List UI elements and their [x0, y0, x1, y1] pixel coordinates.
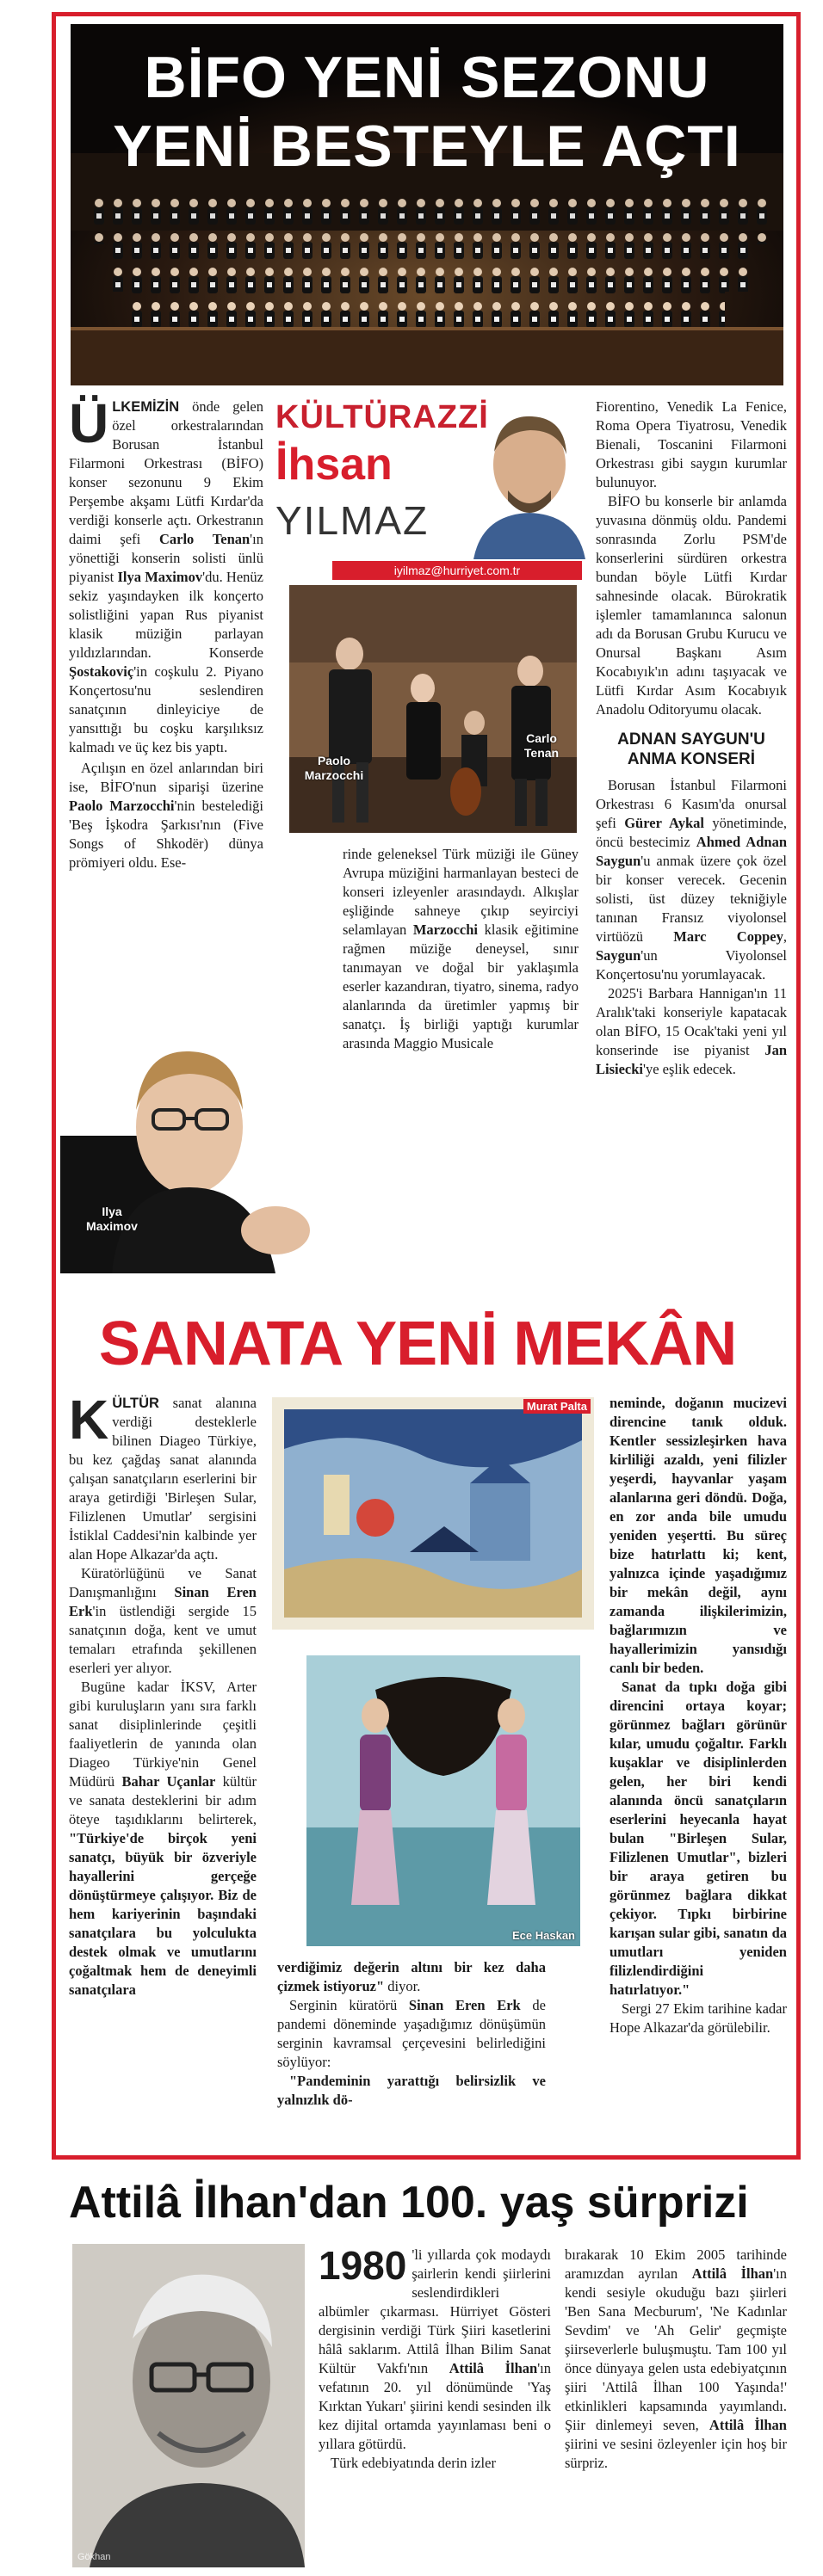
attila-ilhan-photo: [72, 2244, 305, 2567]
painting-illustration: [306, 1655, 580, 1946]
article2-column-2: verdiğimiz değerin altını bir kez daha çizmek istiyoruz" diyor. Serginin küratörü Sinan Eren Erk de pandemi döneminde yaşadığımız dönüşümün serginin kavramsal çerçevesini belirlediğini söylüyor: "Pandeminin yarattığı belirsizlik ve yalnızlık dö-: [277, 1959, 547, 2108]
article2-column-1: KÜLTÜR sanat alanına verdiği desteklerle bilinen Diageo Türkiye, bu kez çağdaş sanat alanında çalışan sanatçıların eserlerini bir araya getirdiği 'Birleşen Sular, Filizlenen Umutlar' sergisini İstiklal Caddesi'nin kalbinde yer alan Hope Alkazar'da açtı. Küratörlüğünü ve Sanat Danışmanlığını Sinan Eren Erk'in üstlendiği sergide 15 sanatçının doğa, kent ve umut temaları etrafında şekillenen eserleri yer alıyor. Bugüne kadar İKSV, Arter gibi kuruluşların yanı sıra farklı sanat disiplinlerinde çeşitli faaliyetlerin de yanında olan Diageo Türkiye'nin Genel Müdürü Bahar Uçanlar kültür ve sanata desteklerini bir adım öteye taşıdıklarını belirterek, "Türkiye'de birçok yeni sanatçı, büyük bir özveriyle hayallerini gerçeğe dönüştürmeye çalışıyor. Biz de hem kariyerinin başındaki sanatçılara bu yolculukta destek olmak ve umutlarını çoğaltmak hem de deneyimli sanatçılara: [69, 1389, 257, 1998]
article1-column-1: ÜLKEMİZİN önde gelen özel orkestralarından Borusan İstanbul Filarmoni Orkestrası (BİFO) konser sezonunu 9 Ekim Perşembe akşamı Lütfi Kırdar'da verdiği konserle açtı. Orkestranın daimi şefi Carlo Tenan'ın yönettiği konserin solisti ünlü piyanist Ilya Maximov'du. Henüz sekiz yaşındayken ilk konçerto solistliğini yapan Rus piyanist klasik müziğin parlayan yıldızlarından. Konserde Şostakoviç'in coşkulu 2. Piyano Konçertosu'nu seslendiren sanatçının dinleyiciye de yansıttığı bu coşku karşılıksız kalmadı ve üç kez bis yaptı. Açılışın en özel anlarından biri ise, BİFO'nun siparişi üzerine Paolo Marzocchi'nin bestelediği 'Beş İşkodra Şarkısı'nın (Five Songs of Shkodër) dünya prömiyeri oldu. Ese-: [69, 392, 263, 871]
year-dropcap: 1980: [319, 2243, 407, 2288]
attila-illustration: [72, 2244, 305, 2567]
article3-headline: Attilâ İlhan'dan 100. yaş sürprizi: [69, 2178, 749, 2228]
paolo-caption-2: Marzocchi: [304, 768, 364, 782]
dropcap: Ü: [69, 392, 109, 454]
article2-column-3: neminde, doğanın mucizevi direncine tanık olduk. Kentler sessizleşirken hava kirliliği azaldı, yeni filizler yeşerdi, hayvanlar yaşam alanlarına geri döndü. Doğa, en zor anda bile umudu yeniden yeşertti. Bu süreç bize hatırlattı ki; kent, yalnızca içinde yaşadığımız bir mekân değil, aynı zamanda ilişkilerimizin, bağlarımızın ve hayallerimizin yansıdığı canlı bir beden. Sanat da tıpkı doğa gibi direncini ortaya koyar; görünmez bağları görünür kılar, umudu çoğaltır. Farklı kuşaklar ve disiplinlerden gelen, her biri kendi alanında öncü sanatçıların eserlerini heyecanla hayat bulan "Birleşen Sular, Filizlenen Umutlar", bizleri bir araya getiren bu görünmez bağlara dikkat çekiyor. Tıpkı birbirine karışan sular gibi, sanatın da umutları yeniden filizlendirdiğini hatırlatıyor." Sergi 27 Ekim tarihine kadar Hope Alkazar'da görülebilir.: [610, 1395, 787, 2036]
col3-paragraph-2: BİFO bu konserle bir anlamda yuvasına dönmüş oldu. Pandemi sonrasında Zorlu PSM'de konserlerini sürdüren orkestra bundan böyle Lütfi Kırdar sahnesinde olacak. Bürokratik işlemler tamamlanınca salonun adı da Borusan Grubu Kurucu ve Onursal Başkanı Asım Kocabıyık'ın adını taşıyacak ve Lütfi Kırdar Asım Kocabıyık Anadolu Oditoryumu olacak.: [596, 493, 787, 718]
artwork-murat-palta: [272, 1397, 594, 1630]
artwork-ece-haskan: [306, 1655, 580, 1946]
ilya-caption-1: Ilya: [102, 1205, 122, 1218]
miniature-illustration: [272, 1397, 594, 1630]
column-brand: KÜLTÜRAZZİ: [275, 399, 489, 435]
article1-column-2: rinde geleneksel Türk müziği ile Güney Avrupa müziğini harmanlayan besteci de konseri izleyenler arasındaydı. Alkışlar eşliğinde sahneye çıkıp seyirciyi selamlayan Marzocchi klasik eğitimine rağmen müziğe deneysel, sınır tanımayan ve doğal bir yaklaşımla eserler kazandıran, tiyatro, sinema, radyo alanlarında da üretimler yapmış bir sanatçı. İş birliği yaptığı kurumlar arasında Maggio Musicale: [343, 846, 579, 1051]
caption-murat-palta: Murat Palta: [523, 1399, 591, 1414]
author-last-name: YILMAZ: [275, 498, 430, 543]
author-illustration: [465, 404, 594, 559]
paolo-caption-1: Paolo: [317, 754, 351, 767]
article3-column-2: bırakarak 10 Ekim 2005 tarihinde aramızdan ayrılan Attilâ İlhan'ın kendi sesiyle okuduğu bazı şiirleri 'Ben Sana Mecburum', 'Ne Kadınlar Sevdim' ve 'Ah Gelir' geçmişte şiirseverlerle buluşmuştu. Tam 100 yıl önce dünyaya gelen usta edebiyatçının şiiri 'Attilâ İlhan 100 Yaşında!' etkinlikleri kapsamında yayımlandı. Şiir dinlemeyi seven, Attilâ İlhan şiirini ve sesini özleyenler için hoş bir sürpriz.: [565, 2246, 787, 2471]
orchestra-photo: [71, 24, 783, 385]
headline-line-2: YENİ BESTEYLE AÇTI: [113, 114, 741, 179]
article1-column-3: Fiorentino, Venedik La Fenice, Roma Opera Tiyatrosu, Venedik Bienali, Toscanini Filarmoni Orkestrası gibi saygın kurumlar bulunuyor. BİFO bu konserle bir anlamda yuvasına dönmüş oldu. Pandemi sonrasında Zorlu PSM'de konserlerini sürdüren orkestra bundan böyle Lütfi Kırdar sahnesinde olacak. Bürokratik işlemler tamamlanınca salonun adı da Borusan Grubu Kurucu ve Onursal Başkanı Asım Kocabıyık'ın adını taşıyacak ve Lütfi Kırdar Asım Kocabıyık Anadolu Oditoryumu olacak. ADNAN SAYGUN'U ANMA KONSERİ Borusan İstanbul Filarmoni Orkestrası 6 Kasım'da onursal şefi Gürer Aykal yönetiminde, öncü bestecimiz Ahmed Adnan Saygun'u anmak üzere çok özel bir konser verecek. Gecenin solisti, üst düzey tekniğiyle tanınan Fransız viyolonsel virtüözü Marc Coppey, Saygun'un Viyolonsel Konçertosu'nu yorumlayacak. 2025'i Barbara Hannigan'ın 11 Aralık'taki konseriyle kapatacak olan BİFO, 15 Ocak'taki yeni yıl konserinde ise piyanist Jan Lisiecki'ye eşlik edecek.: [596, 398, 787, 1077]
headline-line-1: BİFO YENİ SEZONU: [144, 45, 710, 110]
concert-stage-photo: [289, 585, 577, 833]
ilya-maximov-photo: [60, 1015, 327, 1273]
stage-illustration: [289, 585, 577, 833]
col3-paragraph-1: Fiorentino, Venedik La Fenice, Roma Opera Tiyatrosu, Venedik Bienali, Toscanini Filarmoni Orkestrası gibi saygın kurumlar bulunuyor.: [596, 398, 787, 490]
caption-ece-haskan: Ece Haskan: [512, 1929, 575, 1942]
ilya-caption-2: Maximov: [86, 1219, 138, 1233]
portrait-illustration: [60, 1015, 327, 1273]
photo-credit: Gökhan: [77, 2552, 111, 2562]
article3-column-1: 1980 'li yıllarda çok modaydı şairlerin kendi şiirlerini seslendirdikleri albümler çıkarması. Hürriyet Gösteri dergisinin verdiği Türk Şiiri kasetlerini hâlâ saklarım. Attilâ İlhan Bilim Sanat Kültür Vakfı'nın Attilâ İlhan'ın vefatının 20. yıl dönümünde 'Yaş Kırktan Yukarı' şiirini kendi sesinden ilk kez dijital ortamda yayınlaması beni o yıllara götürdü. Türk edebiyatında derin izler: [319, 2243, 552, 2471]
author-photo: [465, 404, 594, 559]
carlo-caption-1: Carlo: [526, 731, 557, 745]
carlo-caption-2: Tenan: [523, 746, 560, 760]
author-first-name: İhsan: [275, 440, 393, 490]
subheading: ADNAN SAYGUN'U ANMA KONSERİ: [617, 730, 765, 768]
author-email[interactable]: iyilmaz@hurriyet.com.tr: [332, 561, 582, 580]
article2-headline: SANATA YENİ MEKÂN: [98, 1310, 737, 1378]
